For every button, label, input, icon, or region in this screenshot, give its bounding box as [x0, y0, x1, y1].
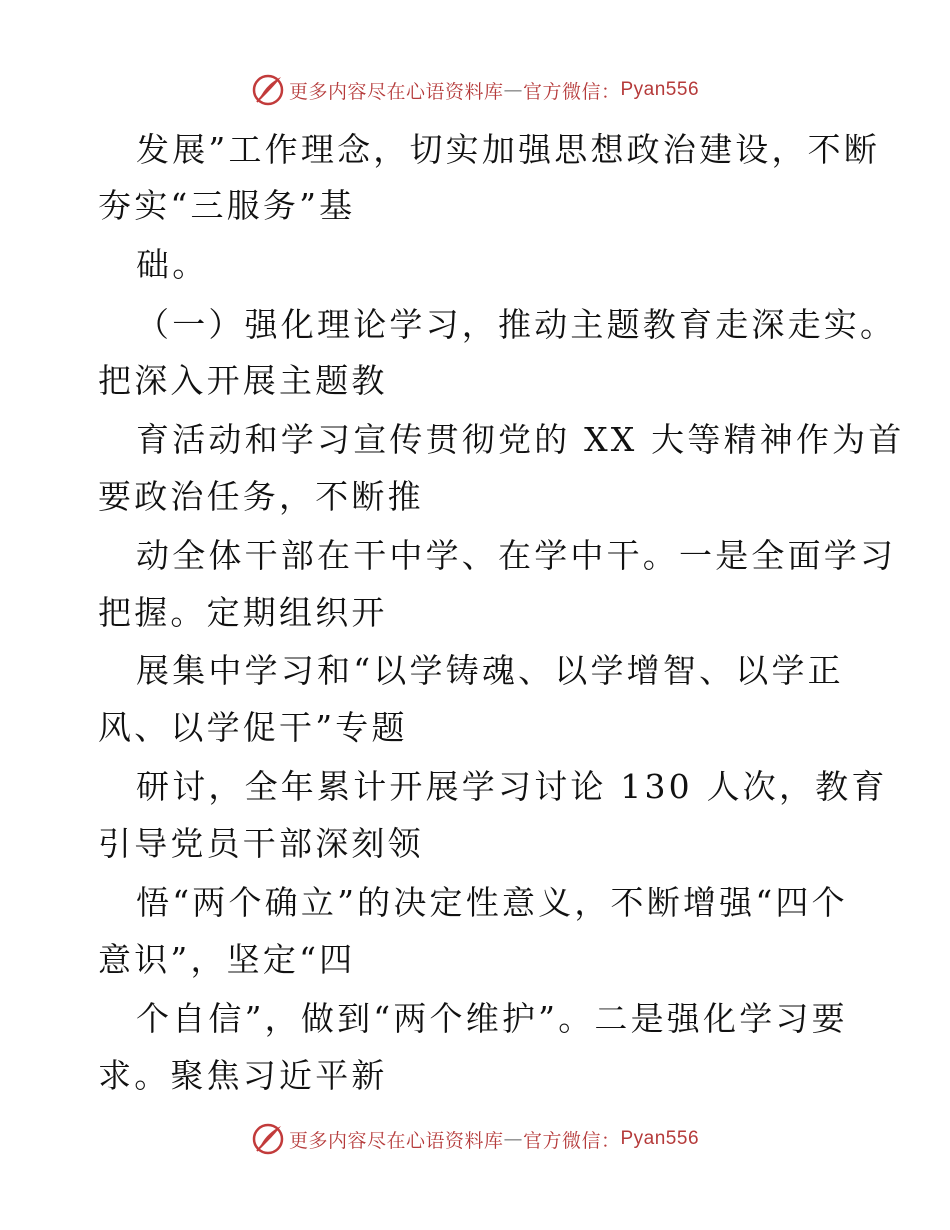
- text-line: 把握。定期组织开: [98, 593, 388, 632]
- text-line: 发展”工作理念，切实加强思想政治建设，不断: [136, 130, 881, 169]
- banner-wechat-id: Pyan556: [620, 79, 700, 100]
- footer-separator: —: [503, 1128, 523, 1150]
- text-line: 求。聚焦习近平新: [98, 1056, 388, 1095]
- text-line: 研讨，全年累计开展学习讨论 130 人次，教育: [136, 767, 888, 806]
- text-line: 意识”，坚定“四: [98, 940, 356, 979]
- text-line: 动全体干部在干中学、在学中干。一是全面学习: [136, 536, 897, 575]
- text-line: 引导党员干部深刻领: [98, 824, 424, 863]
- feather-pen-logo-icon: [251, 73, 285, 107]
- text-line: 把深入开展主题教: [98, 361, 388, 400]
- header-banner: [0, 70, 950, 110]
- text-line: 础。: [136, 245, 209, 284]
- footer-main-text: 更多内容尽在心语资料库: [288, 1129, 504, 1152]
- banner-main-text: 更多内容尽在心语资料库: [288, 80, 504, 103]
- text-line: （一）强化理论学习，推动主题教育走深走实。: [136, 305, 897, 344]
- text-line: 育活动和学习宣传贯彻党的 XX 大等精神作为首: [136, 420, 905, 459]
- footer-wechat-id: Pyan556: [620, 1128, 700, 1149]
- text-line: 展集中学习和“以学铸魂、以学增智、以学正: [136, 651, 844, 690]
- text-line: 个自信”，做到“两个维护”。二是强化学习要: [136, 999, 848, 1038]
- footer-wechat-label: 官方微信：: [522, 1129, 621, 1152]
- footer-banner: [0, 1119, 950, 1159]
- banner-wechat-label: 官方微信：: [522, 80, 621, 103]
- feather-pen-logo-icon: [251, 1122, 285, 1156]
- banner-separator: —: [503, 79, 523, 101]
- text-line: 要政治任务，不断推: [98, 477, 424, 516]
- text-line: 夯实“三服务”基: [98, 186, 356, 225]
- text-line: 悟“两个确立”的决定性意义，不断增强“四个: [136, 883, 848, 922]
- text-line: 风、以学促干”专题: [98, 708, 408, 747]
